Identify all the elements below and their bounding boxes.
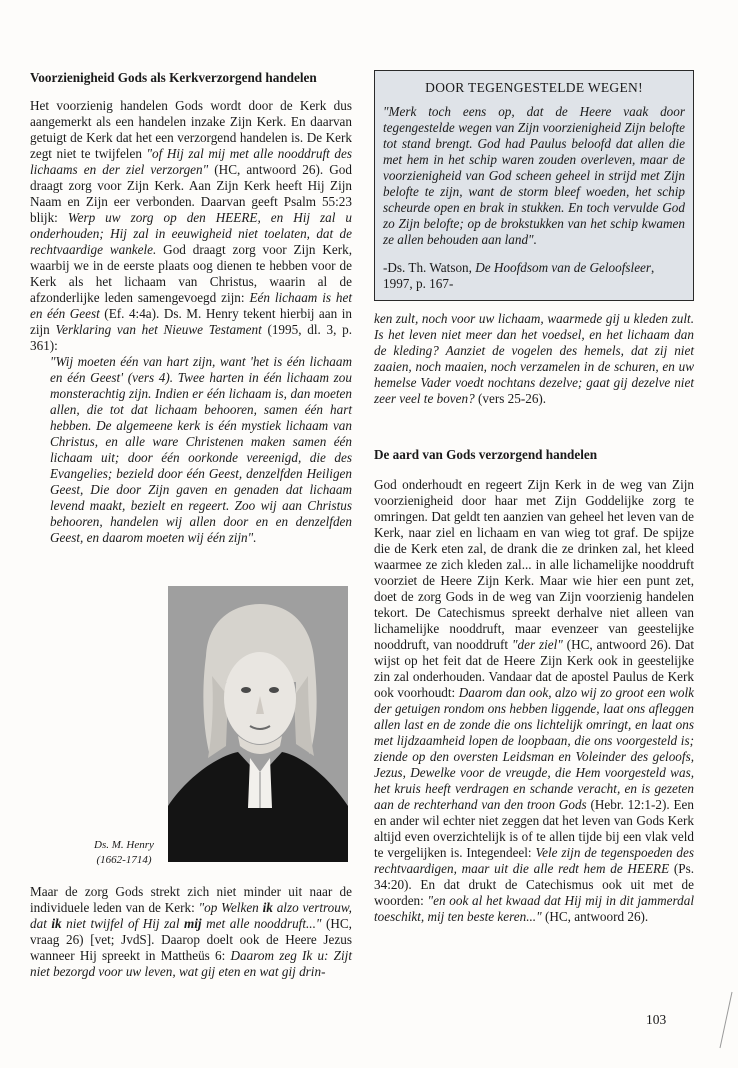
text: (vers 25-26).	[474, 391, 547, 406]
text: (HC, antwoord 26). Dat wijst op het feit dat de Heere Zijn Kerk ook in geestelijke zin zal onderhouden. Vandaar dat de apostel Paulus de Kerk ook voorhoudt:	[374, 637, 695, 700]
bold-word: mij	[184, 916, 202, 931]
bold-word: ik	[51, 916, 62, 931]
quote: "op Welken	[198, 900, 263, 915]
sidebar-box	[374, 70, 694, 301]
quote: met alle nooddruft..."	[201, 916, 322, 931]
left-column-bottom	[30, 884, 352, 980]
quote: "of Hij zal mij met alle nooddruft des lichaams en der ziel verzorgen"	[30, 146, 352, 177]
quote: Daarom dan ook, alzo wij zo groot een wolk der getuigen rondom ons hebben liggende, laat ons afleggen allen last en de zonde die ons lichtelijk omringt, en laat ons met lijdzaamheid lopen de loopbaan, die ons voorgesteld is; ziende op den oversten Leidsman en Voleinder des geloofs, Jezus, Dewelke voor de vreugde, die Hem voorgesteld was, het kruis heeft verdragen en schande veracht, en is gezeten aan de rechterhand van den troon Gods	[374, 685, 694, 812]
text: Maar de zorg Gods strekt zich niet minder uit naar de individuele leden van de Kerk:	[30, 884, 352, 915]
portrait-caption	[84, 838, 164, 868]
quote: alzo vertrouw, dat	[30, 900, 352, 931]
source-title: De Hoofdsom van de Geloofsleer	[475, 260, 652, 275]
caption-name: Ds. M. Henry	[94, 839, 154, 851]
right-column	[374, 70, 694, 925]
section-heading-nature: De aard van Gods verzorgend handelen	[374, 447, 598, 462]
text: (Ps. 34:20). En dat drukt de Catechismus ook uit met de woorden:	[374, 861, 695, 908]
source-prefix: -Ds. Th. Watson,	[383, 260, 476, 275]
quote: ken zult, noch voor uw lichaam, waarmede gij u kleden zult. Is het leven niet meer dan het voedsel, en het lichaam dan de kleding? Aanziet de vogelen des hemels, dat zij niet zaaien, noch maaien, noch verzamelen in de schuren, en uw hemelse Vader voedt nochtans dezelve; gaat gij dezelve niet zeer veel te boven?	[374, 311, 694, 406]
paragraph-intro	[30, 98, 352, 354]
quote: "der ziel"	[511, 637, 563, 652]
text: (HC, antwoord 26). God draagt zorg voor Zijn Kerk. Aan Zijn Kerk heeft Hij Zijn Naam en Zijn eer verbonden. Daarvan geeft Psalm 55:23 blijk:	[30, 162, 352, 225]
box-title: DOOR TEGENGESTELDE WEGEN!	[425, 80, 643, 95]
text: God onderhoudt en regeert Zijn Kerk in de weg van Zijn voorzienigheid door haar met Zijn Goddelijke zorg te omringen. Dat geldt ten aanzien van geheel het leven van de Kerk, naar ziel en lichaam en van wieg tot graf. De spijze die de Kerk eten zal, de drank die ze drinken zal, het kleed waarmee ze zich kleden zal... in alle lichamelijke nooddruft voorziet de Heere Zijn Kerk. Maar wie hier een punt zet, doet de zorg Gods in de weg van Zijn voorzienig handelen tekort. De Catechismus spreekt derhalve niet alleen van lichamelijke nooddruft, maar evenzeer van geestelijke nooddruft, van nooddruft	[374, 477, 694, 652]
henry-block-quote: "Wij moeten één van hart zijn, want 'het is één lichaam en één Geest' (vers 4). Twee harten in één lichaam zou monsterachtig zijn. Indien er één lichaam is, dan moeten allen, die tot dat lichaam behooren, samen één hart hebben. De algemeene kerk is één mystiek lichaam van Christus, en alle ware Christenen maken samen één lichaam uit; door één oorkonde vereenigd, die des Evangelies; bezield door één Geest, denzelfden Heiligen Geest, Die door Zijn gaven en genaden dat lichaam levend maakt, bezielt en regeert. Zoo wij aan Christus behooren, handelen wij allen door en en denzelfden Geest, en daarom moeten wij één zijn".	[50, 354, 352, 545]
box-source	[383, 260, 685, 292]
quote: niet twijfel of Hij zal	[61, 916, 185, 931]
text: Het voorzienig handelen Gods wordt door de Kerk dus aangemerkt als een handelen inzake Zijn Kerk. En daarvan getuigt de Kerk dat het een verzorgend handelen is. De Kerk zegt niet te twijfelen	[30, 98, 352, 161]
text: (Ef. 4:4a). Ds. M. Henry tekent hierbij aan in zijn	[30, 306, 352, 337]
quote: Werp uw zorg op den HEERE, en Hij zal u onderhouden; Hij zal in eeuwigheid niet toelaten, dat de rechtvaardige wankele.	[30, 210, 353, 257]
bold-word: ik	[262, 900, 273, 915]
page-number: 103	[646, 1012, 667, 1027]
paragraph-individual-care	[30, 884, 352, 980]
source-suffix: , 1997, p. 167-	[383, 260, 655, 291]
text: (Hebr. 12:1-2). Een en ander wil echter niet zeggen dat het leven van Gods Kerk altijd even overzichtelijk is of te allen tijde bij een vlak veld te vergelijken is. Integendeel:	[374, 797, 694, 860]
section-heading-providence: Voorzienigheid Gods als Kerkverzorgend handelen	[30, 70, 317, 85]
text: God draagt zorg voor Zijn Kerk, waarbij we in de eerste plaats oog dienen te hebben voor de Kerk als het lichaam van Christus, waarin al de afzonderlijke leden samengevoegd zijn:	[30, 242, 353, 305]
quote: "en ook al het kwaad dat Hij mij in dit jammerdal toeschikt, mij ten beste keren..."	[374, 893, 695, 924]
text: (HC, vraag 26) [vet; JvdS]. Daarop doelt ook de Heere Jezus wanneer Hij spreekt in Mattheüs 6:	[30, 916, 352, 963]
portrait-figure	[30, 586, 352, 866]
quote: Vele zijn de tegenspoeden des rechtvaardigen, maar uit die alle redt hem de HEERE	[374, 845, 694, 876]
quote: Eén lichaam is het en één Geest	[30, 290, 352, 321]
text: (1995, dl. 3, p. 361):	[30, 322, 352, 353]
text: (HC, antwoord 26).	[541, 909, 649, 924]
paragraph-nature	[374, 477, 694, 925]
quote: Daarom zeg Ik u: Zijt niet bezorgd voor uw leven, wat gij eten en wat gij drin-	[30, 948, 352, 979]
caption-years: (1662-1714)	[96, 854, 152, 866]
portrait-image	[168, 586, 348, 862]
left-column	[30, 70, 352, 546]
box-quote: "Merk toch eens op, dat de Heere vaak door tegengestelde wegen van Zijn voorzienigheid Zijn belofte tot stand brengt. God had Paulus beloofd dat allen die met hem in het schip waren zouden overleven, maar de voorzienigheid van God scheen geheel in strijd met Zijn belofte te zijn, want de storm bleef woeden, het schip scheurde open en brak in stukken. En toch vervulde God zo Zijn belofte; op de brokstukken van het schip kwamen ze allen behouden aan land".	[383, 104, 685, 247]
paragraph-continuation	[374, 311, 694, 407]
page-edge-mark	[714, 990, 734, 1050]
book-title: Verklaring van het Nieuwe Testament	[55, 322, 262, 337]
